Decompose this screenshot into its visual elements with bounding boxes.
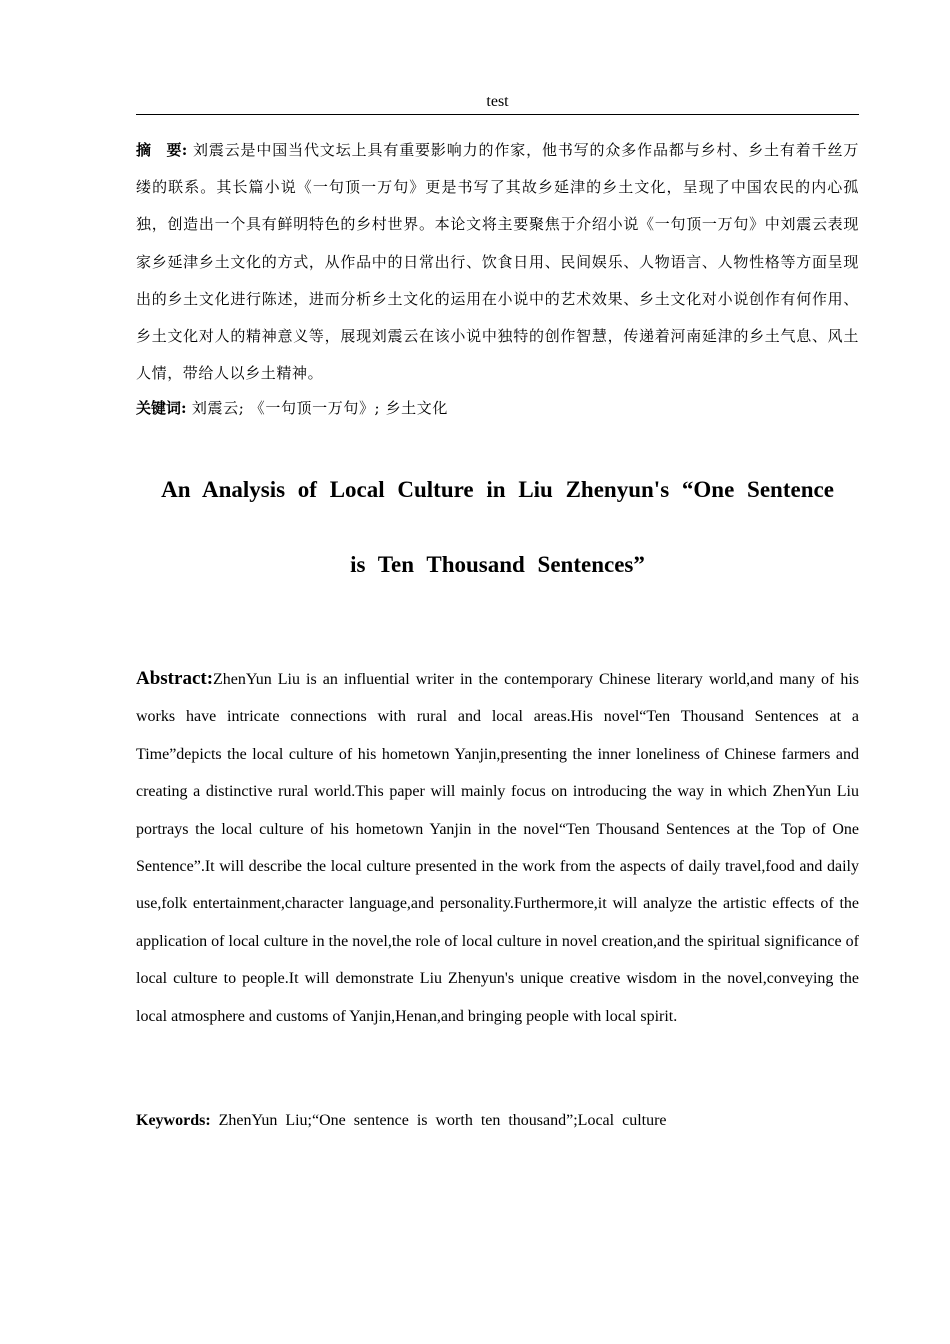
english-title	[136, 452, 859, 602]
header-rule	[136, 114, 859, 115]
chinese-keywords	[136, 390, 859, 426]
english-keywords-text: ZhenYun Liu;“One sentence is worth ten thousand”;Local culture	[218, 1112, 667, 1129]
english-keywords	[136, 1105, 859, 1137]
chinese-abstract-label: 摘 要:	[136, 141, 188, 159]
english-title-line-2: is Ten Thousand Sentences”	[350, 552, 645, 577]
english-title-line-1: An Analysis of Local Culture in Liu Zhenyun's “One Sentence	[161, 477, 834, 502]
chinese-abstract	[136, 132, 859, 392]
chinese-keywords-text: 刘震云; 《一句顶一万句》; 乡土文化	[191, 399, 448, 417]
chinese-abstract-text: 刘震云是中国当代文坛上具有重要影响力的作家，他书写的众多作品都与乡村、乡土有着千丝万缕的联系。其长篇小说《一句顶一万句》更是书写了其故乡延津的乡土文化，呈现了中国农民的内心孤独，创造出一个具有鲜明特色的乡村世界。本论文将主要聚焦于介绍小说《一句顶一万句》中刘震云表现家乡延津乡土文化的方式，从作品中的日常出行、饮食日用、民间娱乐、人物语言、人物性格等方面呈现出的乡土文化进行陈述，进而分析乡土文化的运用在小说中的艺术效果、乡土文化对小说创作有何作用、乡土文化对人的精神意义等，展现刘震云在该小说中独特的创作智慧，传递着河南延津的乡土气息、风土人情，带给人以乡土精神。	[136, 141, 859, 383]
english-abstract-label: Abstract:	[136, 668, 214, 689]
english-abstract	[136, 660, 859, 1035]
english-keywords-label: Keywords:	[136, 1112, 211, 1129]
chinese-keywords-label: 关键词:	[136, 399, 187, 417]
english-abstract-text: ZhenYun Liu is an influential writer in the contemporary Chinese literary world,and many of his works have intricate connections with rural and local areas.His novel“Ten Thousand Sentences at a Time”depicts the local culture of his hometown Yanjin,presenting the inner loneliness of Chinese farmers and creating a distinctive rural world.This paper will mainly focus on introducing the way in which ZhenYun Liu portrays the local culture of his hometown Yanjin in the novel“Ten Thousand Sentences at the Top of One Sentence”.It will describe the local culture presented in the work from the aspects of daily travel,food and daily use,folk entertainment,character language,and personality.Furthermore,it will analyze the artistic effects of the application of local culture in the novel,the role of local culture in novel creation,and the spiritual significance of local culture to people.It will demonstrate Liu Zhenyun's unique creative wisdom in the novel,conveying the local atmosphere and customs of Yanjin,Henan,and bringing people with local spirit.	[136, 671, 859, 1025]
page-header: test	[486, 93, 509, 110]
